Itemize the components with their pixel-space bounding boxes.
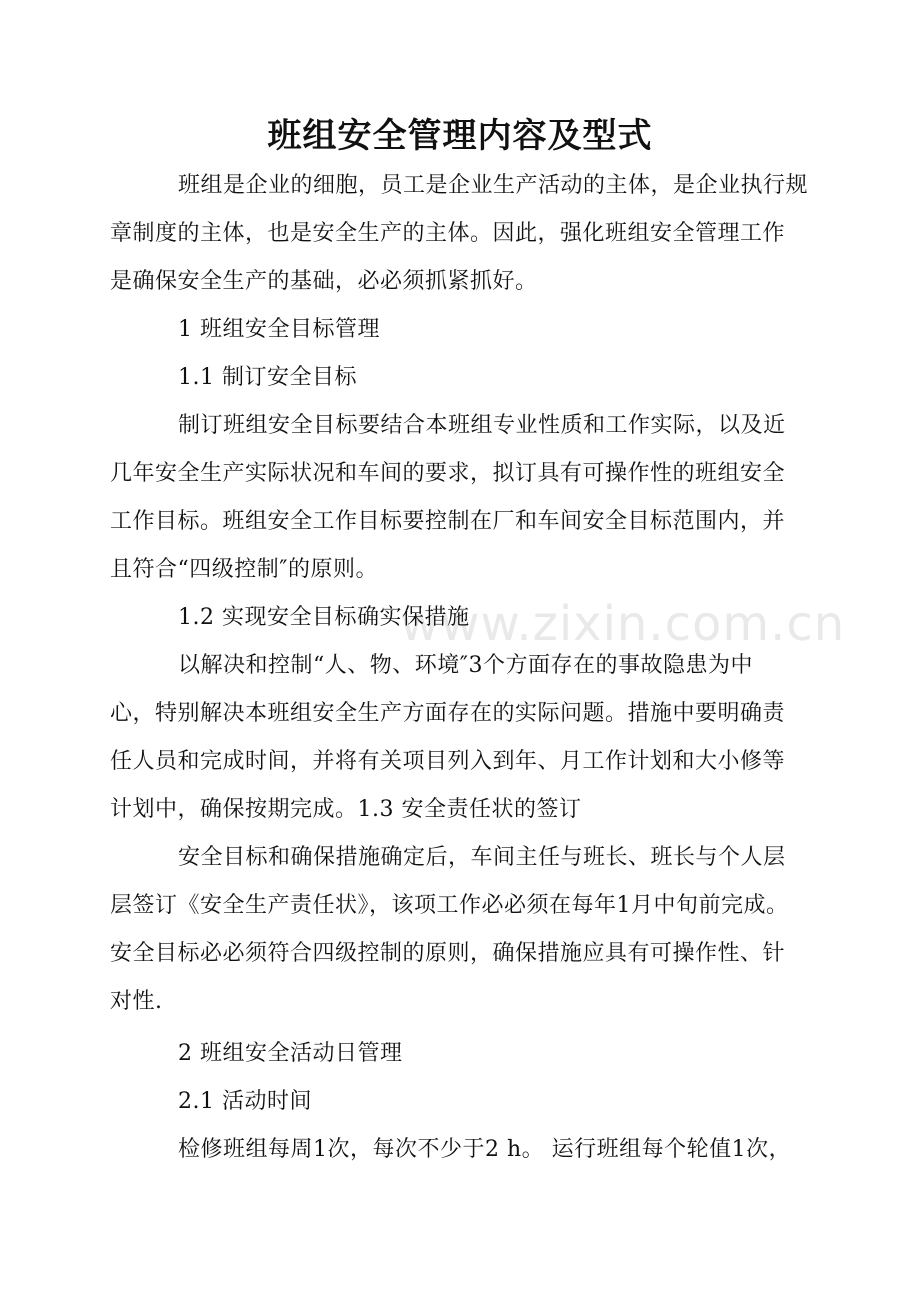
text-line: 1.1 制订安全目标 [178,365,357,390]
text-line: 检修班组每周1次，每次不少于2 h。 运行班组每个轮值1次， [178,1137,792,1162]
text-line: 安全目标和确保措施确定后，车间主任与班长、班长与个人层 [178,845,786,870]
watermark: www.zixin.com.cn [400,596,846,652]
text-line: 制订班组安全目标要结合本班组专业性质和工作实际，以及近 [178,413,786,438]
text-line: 对性. [110,989,163,1014]
text-line: 章制度的主体，也是安全生产的主体。因此，强化班组安全管理工作 [110,221,786,246]
paragraph-intro [110,162,810,306]
paragraph-1-1 [110,402,810,594]
text-line: 2.1 活动时间 [178,1089,312,1114]
text-line: 几年安全生产实际状况和车间的要求，拟订具有可操作性的班组安全 [110,461,786,486]
section-heading-1 [110,306,810,354]
section-heading-2-1 [110,1078,810,1126]
section-heading-2 [110,1030,810,1078]
text-line: 以解决和控制“人、物、环境″3个方面存在的事故隐患为中 [178,653,753,678]
section-heading-1-2 [110,594,810,642]
text-line: 心，特别解决本班组安全生产方面存在的实际问题。措施中要明确责 [110,701,786,726]
text-line: 1.2 实现安全目标确实保措施 [178,605,470,630]
paragraph-1-2 [110,642,810,834]
text-line: 工作目标。班组安全工作目标要控制在厂和车间安全目标范围内，并 [110,509,786,534]
paragraph-1-3 [110,834,810,1026]
paragraph-2-1 [110,1126,810,1174]
text-line: 安全目标必必须符合四级控制的原则，确保措施应具有可操作性、针 [110,941,786,966]
text-line: 是确保安全生产的基础，必必须抓紧抓好。 [110,269,538,294]
text-line: 班组是企业的细胞，员工是企业生产活动的主体，是企业执行规 [178,173,809,198]
section-heading-1-1 [110,354,810,402]
text-line: 2 班组安全活动日管理 [178,1041,403,1066]
text-line: 层签订《安全生产责任状》，该项工作必必须在每年1月中旬前完成。 [110,893,789,918]
text-line: 计划中，确保按期完成。1.3 安全责任状的签订 [110,797,582,822]
text-line: 1 班组安全目标管理 [178,317,380,342]
text-line: 任人员和完成时间，并将有关项目列入到年、月工作计划和大小修等 [110,749,786,774]
document-title: 班组安全管理内容及型式 [267,116,653,156]
text-line: 且符合“四级控制″的原则。 [110,557,378,582]
